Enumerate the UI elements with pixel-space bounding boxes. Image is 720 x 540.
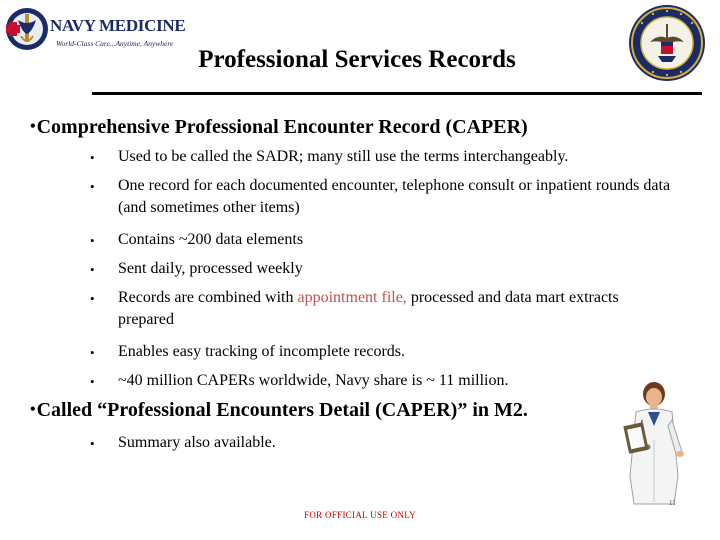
bullet-icon: • [30, 401, 36, 418]
list-item: Sent daily, processed weekly [118, 260, 303, 277]
list-item: One record for each documented encounter, telephone consult or inpatient rounds data (and sometimes other items) [118, 177, 671, 216]
list-item: Used to be called the SADR; many still use the terms interchangeably. [118, 148, 569, 165]
section-heading-caper: •Comprehensive Professional Encounter Record (CAPER) [30, 116, 528, 138]
list-item: Records are combined with appointment file, processed and data mart extracts prepared [118, 289, 619, 328]
page-title: Professional Services Records [198, 46, 516, 73]
bullet-icon: • [90, 233, 95, 248]
bullet-icon: • [90, 150, 95, 165]
bullet-icon: • [30, 118, 36, 135]
list-item: Enables easy tracking of incomplete records. [118, 343, 405, 360]
appointment-file-highlight: appointment file, [297, 289, 407, 306]
title-rule [92, 92, 702, 95]
bullet-icon: • [90, 436, 95, 451]
list-item: Contains ~200 data elements [118, 231, 304, 248]
bullet-icon: • [90, 179, 95, 194]
list-item: ~40 million CAPERs worldwide, Navy share is ~ 11 million. [118, 372, 509, 389]
footer-classification: FOR OFFICIAL USE ONLY [304, 510, 416, 520]
bullet-icon: • [90, 262, 95, 277]
doctor-clipboard-icon [618, 380, 698, 508]
list-item: Summary also available. [118, 434, 276, 451]
bullet-icon: • [90, 345, 95, 360]
bullet-icon: • [90, 374, 95, 389]
logo-name: NAVY MEDICINE [50, 16, 186, 35]
bullet-icon: • [90, 291, 95, 306]
page-number: 11 [669, 499, 676, 507]
logo-tagline: World-Class Care...Anytime, Anywhere [56, 39, 174, 48]
section-heading-m2: •Called “Professional Encounters Detail (CAPER)” in M2. [30, 399, 528, 421]
